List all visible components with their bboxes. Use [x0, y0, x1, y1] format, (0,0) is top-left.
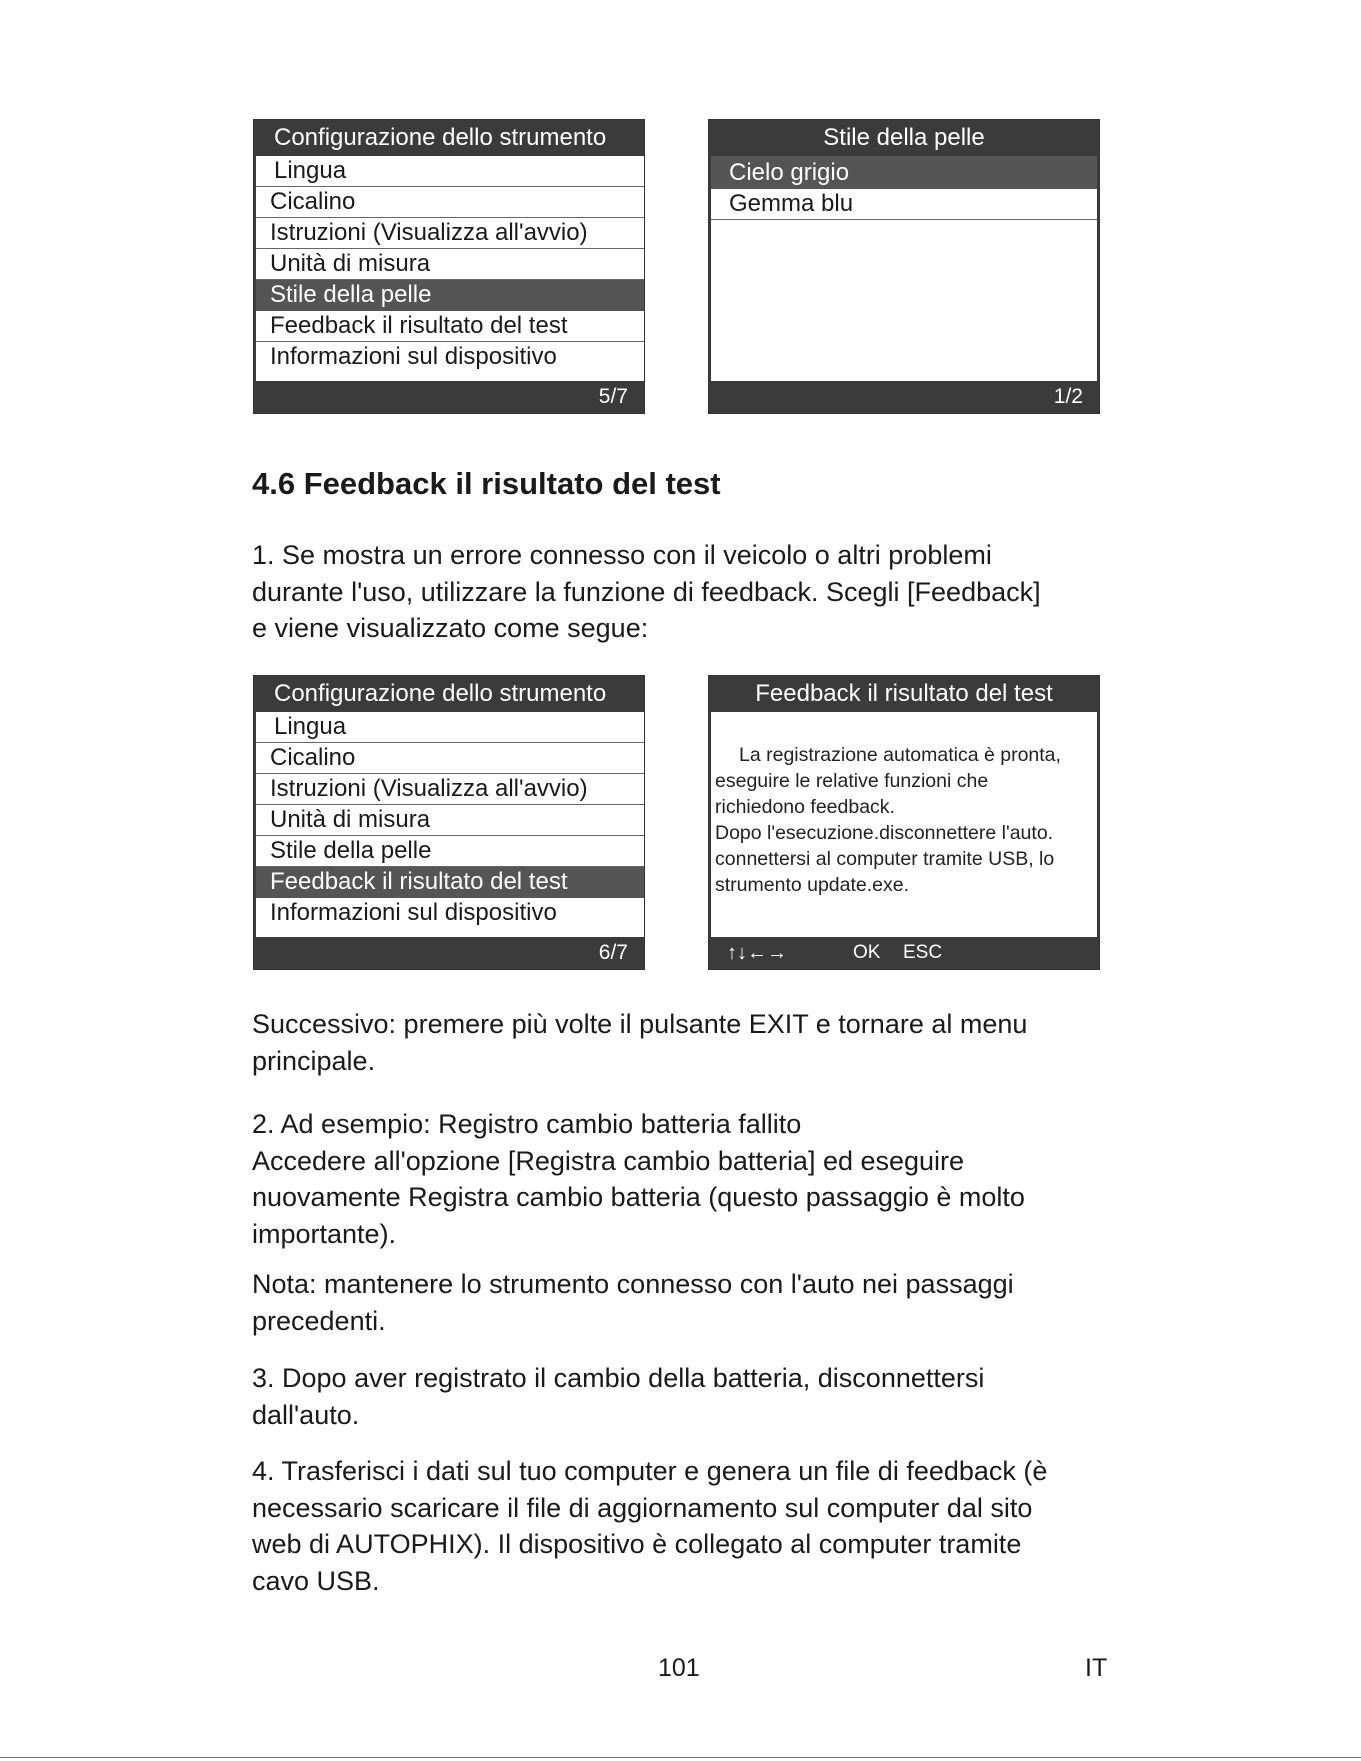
- menu-item-istruzioni[interactable]: Istruzioni (Visualizza all'avvio): [254, 774, 644, 805]
- screen-tool-config-2: [253, 675, 645, 970]
- paragraph-5: [252, 1453, 1122, 1599]
- menu-item-lingua[interactable]: Lingua: [254, 712, 644, 743]
- page-indicator: 5/7: [254, 381, 644, 413]
- esc-key[interactable]: ESC: [903, 942, 943, 963]
- menu-list: [709, 156, 1099, 220]
- menu-item-cielo-grigio-selected[interactable]: Cielo grigio: [709, 156, 1099, 189]
- menu-item-feedback[interactable]: Feedback il risultato del test: [254, 311, 644, 342]
- screen-title: Feedback il risultato del test: [709, 676, 1099, 712]
- text-line: durante l'uso, utilizzare la funzione di feedback. Scegli [Feedback]: [252, 576, 1041, 607]
- menu-item-informazioni[interactable]: Informazioni sul dispositivo: [270, 899, 557, 926]
- screen-title: Stile della pelle: [709, 120, 1099, 156]
- menu-item-lingua[interactable]: Lingua: [254, 156, 644, 187]
- text-line: principale.: [252, 1045, 376, 1076]
- paragraph-4: [252, 1360, 1122, 1433]
- menu-item-unita[interactable]: Unità di misura: [254, 805, 644, 836]
- menu-list: [254, 156, 644, 373]
- text-line: cavo USB.: [252, 1565, 380, 1596]
- message-line: connettersi al computer tramite USB, lo: [715, 848, 1055, 870]
- paragraph-1: [252, 537, 1122, 647]
- feedback-message: [715, 742, 1097, 898]
- screen-edge: [254, 156, 256, 381]
- page-indicator: 1/2: [709, 381, 1099, 413]
- screen-edge: [1097, 156, 1099, 381]
- screen-edge: [254, 712, 256, 937]
- screen-title: Configurazione dello strumento: [254, 676, 644, 712]
- paragraph-note: [252, 1266, 1122, 1339]
- text-line: importante).: [252, 1218, 397, 1249]
- menu-item-unita[interactable]: Unità di misura: [254, 249, 644, 280]
- arrow-keys-icon[interactable]: ↑↓←→: [727, 942, 787, 964]
- menu-list: [254, 712, 644, 929]
- key-bar: [709, 937, 1099, 969]
- text-line: Nota: mantenere lo strumento connesso con l'auto nei passaggi: [252, 1269, 1014, 1299]
- text-line: e viene visualizzato come segue:: [252, 613, 649, 643]
- message-line: La registrazione automatica è pronta,: [739, 744, 1061, 766]
- section-heading: 4.6 Feedback il risultato del test: [252, 466, 721, 501]
- menu-item-stile[interactable]: Stile della pelle: [254, 836, 644, 867]
- page-number: 101: [658, 1654, 700, 1682]
- screen-feedback: [708, 675, 1100, 970]
- text-line: 4. Trasferisci i dati sul tuo computer e genera un file di feedback (è: [252, 1456, 1048, 1486]
- language-code: IT: [1085, 1654, 1108, 1682]
- message-line: Dopo l'esecuzione.disconnettere l'auto.: [715, 822, 1054, 844]
- text-line: web di AUTOPHIX). Il dispositivo è collegato al computer tramite: [252, 1529, 1022, 1559]
- screen-edge: [1097, 712, 1099, 937]
- paragraph-2: [252, 1006, 1122, 1079]
- menu-item-feedback-selected[interactable]: Feedback il risultato del test: [254, 867, 644, 898]
- text-line: 1. Se mostra un errore connesso con il veicolo o altri problemi: [252, 540, 992, 570]
- screen-skin-style: [708, 119, 1100, 414]
- menu-item-cicalino[interactable]: Cicalino: [254, 187, 644, 218]
- menu-item-gemma-blu[interactable]: Gemma blu: [709, 189, 1099, 220]
- page-bottom-rule: [0, 1757, 1361, 1758]
- page-indicator: 6/7: [254, 937, 644, 969]
- screen-tool-config-1: [253, 119, 645, 414]
- text-line: dall'auto.: [252, 1399, 360, 1430]
- text-line: precedenti.: [252, 1305, 386, 1336]
- text-line: Successivo: premere più volte il pulsante EXIT e tornare al menu: [252, 1009, 1028, 1039]
- menu-item-istruzioni[interactable]: Istruzioni (Visualizza all'avvio): [254, 218, 644, 249]
- text-line: 2. Ad esempio: Registro cambio batteria fallito: [252, 1109, 802, 1139]
- message-line: eseguire le relative funzioni che: [715, 770, 989, 792]
- text-line: 3. Dopo aver registrato il cambio della batteria, disconnettersi: [252, 1363, 985, 1393]
- text-line: necessario scaricare il file di aggiornamento sul computer dal sito: [252, 1492, 1033, 1523]
- paragraph-3: [252, 1106, 1122, 1252]
- message-line: richiedono feedback.: [715, 796, 895, 818]
- menu-item-informazioni[interactable]: Informazioni sul dispositivo: [270, 343, 557, 370]
- ok-key[interactable]: OK: [853, 942, 881, 963]
- text-line: Accedere all'opzione [Registra cambio batteria] ed eseguire: [252, 1145, 965, 1176]
- text-line: nuovamente Registra cambio batteria (questo passaggio è molto: [252, 1182, 1025, 1212]
- screen-title: Configurazione dello strumento: [254, 120, 644, 156]
- menu-item-cicalino[interactable]: Cicalino: [254, 743, 644, 774]
- message-line: strumento update.exe.: [715, 874, 910, 896]
- menu-item-stile-selected[interactable]: Stile della pelle: [254, 280, 644, 311]
- screen-edge: [709, 156, 711, 381]
- screen-edge: [709, 712, 711, 937]
